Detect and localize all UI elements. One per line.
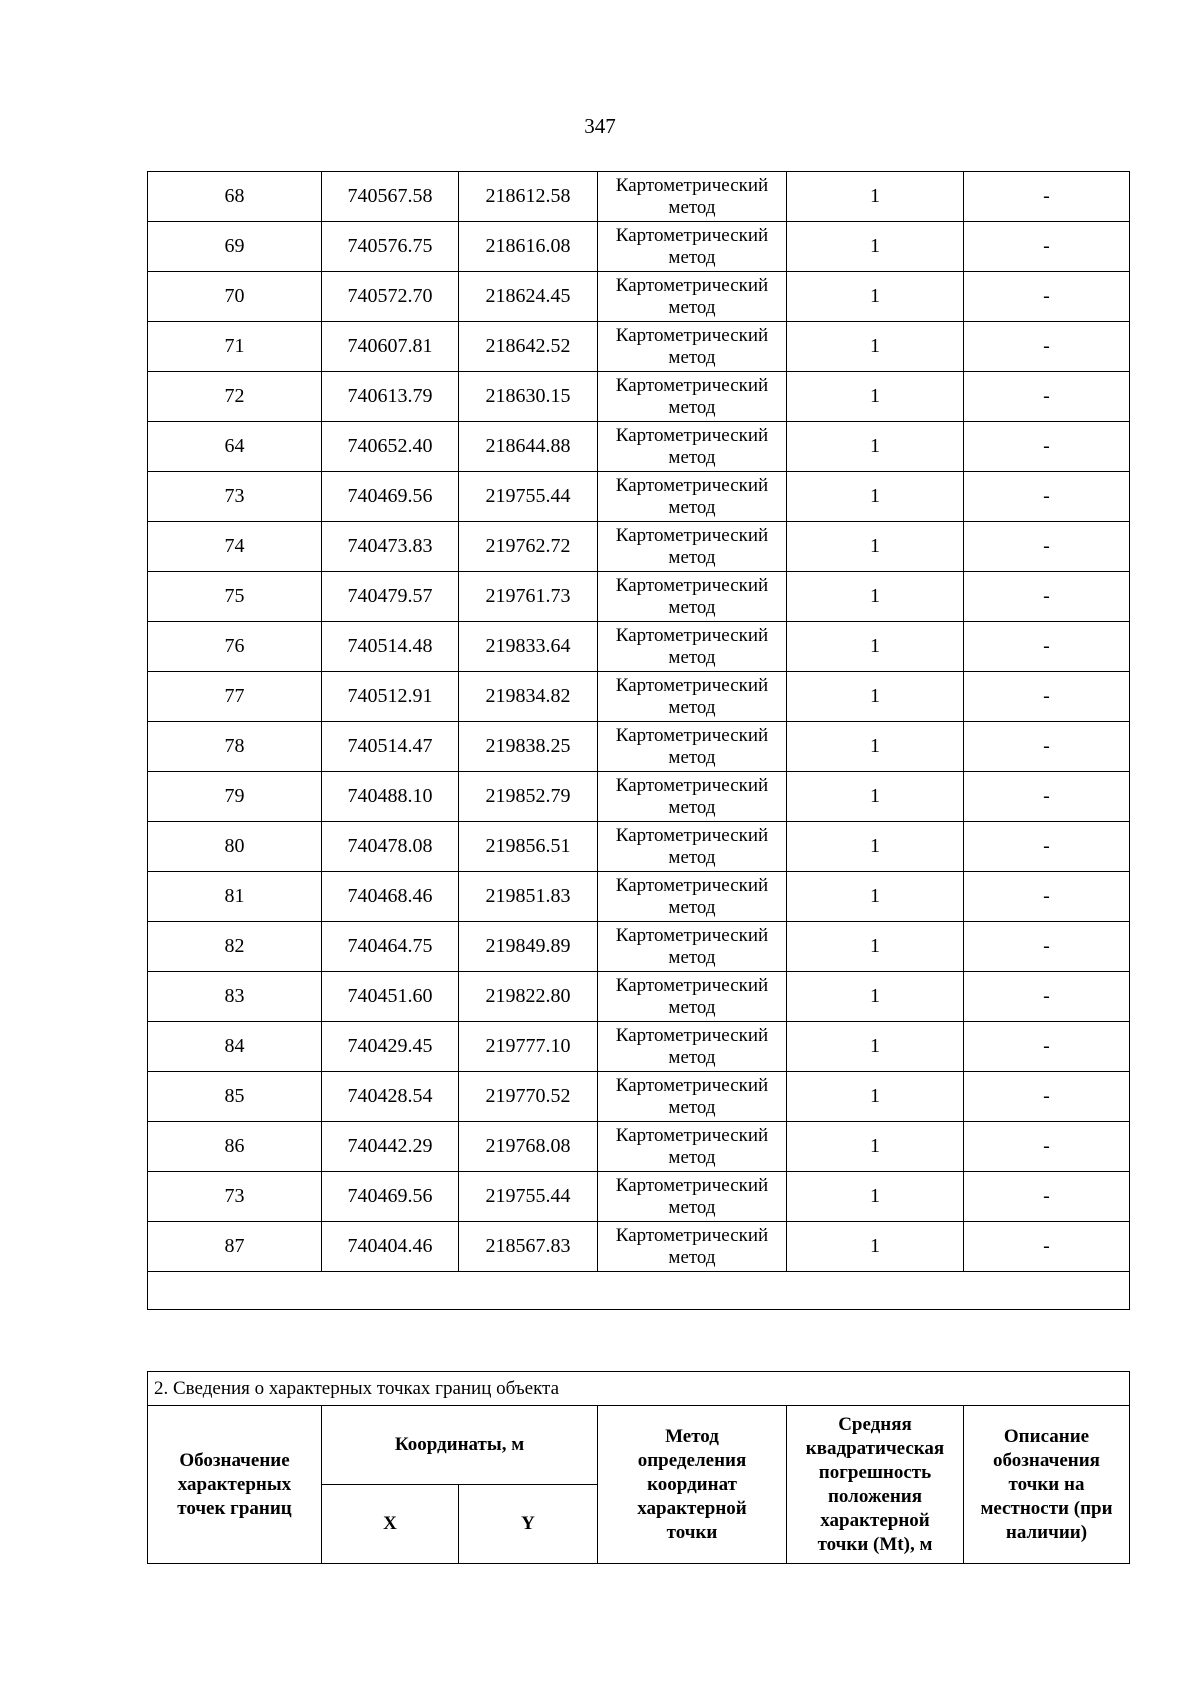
header-description-line: точки на [1008, 1473, 1085, 1495]
header-description-line: обозначения [993, 1449, 1100, 1471]
accuracy-cell: 1 [787, 922, 964, 972]
method-line: метод [668, 696, 716, 718]
table-row [148, 1172, 1130, 1222]
x-coordinate-cell: 740478.08 [322, 822, 459, 872]
point-id-cell: 87 [148, 1222, 322, 1272]
accuracy-cell: 1 [787, 772, 964, 822]
method-line: метод [668, 646, 716, 668]
x-coordinate-cell: 740464.75 [322, 922, 459, 972]
table-row [148, 772, 1130, 822]
x-coordinate-cell: 740488.10 [322, 772, 459, 822]
method-line: Картометрический [615, 724, 769, 746]
y-coordinate-cell: 218612.58 [459, 172, 598, 222]
method-line: метод [668, 496, 716, 518]
description-cell: - [964, 1022, 1130, 1072]
method-line: Картометрический [615, 424, 769, 446]
table-row [148, 822, 1130, 872]
accuracy-cell: 1 [787, 1172, 964, 1222]
header-description-line: наличии) [1005, 1521, 1088, 1543]
header-designation [148, 1406, 322, 1564]
method-cell [598, 322, 787, 372]
point-id-cell: 82 [148, 922, 322, 972]
method-cell [598, 1022, 787, 1072]
accuracy-cell: 1 [787, 222, 964, 272]
table-row [148, 972, 1130, 1022]
method-line: Картометрический [615, 1074, 769, 1096]
y-coordinate-cell: 219755.44 [459, 472, 598, 522]
accuracy-cell: 1 [787, 622, 964, 672]
method-line: метод [668, 1196, 716, 1218]
y-coordinate-cell: 218616.08 [459, 222, 598, 272]
header-x: X [322, 1485, 459, 1564]
x-coordinate-cell: 740469.56 [322, 1172, 459, 1222]
method-line: метод [668, 746, 716, 768]
method-line: Картометрический [615, 774, 769, 796]
x-coordinate-cell: 740473.83 [322, 522, 459, 572]
point-id-cell: 73 [148, 1172, 322, 1222]
accuracy-cell: 1 [787, 1022, 964, 1072]
point-id-cell: 76 [148, 622, 322, 672]
description-cell: - [964, 372, 1130, 422]
y-coordinate-cell: 219777.10 [459, 1022, 598, 1072]
x-coordinate-cell: 740429.45 [322, 1022, 459, 1072]
point-id-cell: 77 [148, 672, 322, 722]
table-row [148, 622, 1130, 672]
method-cell [598, 1172, 787, 1222]
description-cell: - [964, 572, 1130, 622]
header-method-line: точки [666, 1521, 718, 1543]
method-line: Картометрический [615, 374, 769, 396]
method-cell [598, 572, 787, 622]
accuracy-cell: 1 [787, 672, 964, 722]
method-line: Картометрический [615, 624, 769, 646]
method-cell [598, 472, 787, 522]
accuracy-cell: 1 [787, 422, 964, 472]
y-coordinate-cell: 219768.08 [459, 1122, 598, 1172]
method-line: Картометрический [615, 524, 769, 546]
method-line: метод [668, 196, 716, 218]
accuracy-cell: 1 [787, 372, 964, 422]
point-id-cell: 78 [148, 722, 322, 772]
description-cell: - [964, 872, 1130, 922]
point-id-cell: 69 [148, 222, 322, 272]
accuracy-cell: 1 [787, 872, 964, 922]
method-line: Картометрический [615, 924, 769, 946]
description-cell: - [964, 422, 1130, 472]
method-cell [598, 522, 787, 572]
x-coordinate-cell: 740404.46 [322, 1222, 459, 1272]
method-cell [598, 222, 787, 272]
method-line: метод [668, 546, 716, 568]
x-coordinate-cell: 740514.47 [322, 722, 459, 772]
accuracy-cell: 1 [787, 172, 964, 222]
method-line: Картометрический [615, 174, 769, 196]
point-id-cell: 83 [148, 972, 322, 1022]
description-cell: - [964, 622, 1130, 672]
x-coordinate-cell: 740442.29 [322, 1122, 459, 1172]
header-accuracy-line: характерной [820, 1509, 930, 1531]
description-cell: - [964, 1172, 1130, 1222]
x-coordinate-cell: 740451.60 [322, 972, 459, 1022]
accuracy-cell: 1 [787, 822, 964, 872]
x-coordinate-cell: 740512.91 [322, 672, 459, 722]
method-line: метод [668, 1146, 716, 1168]
x-coordinate-cell: 740567.58 [322, 172, 459, 222]
header-method-line: определения [637, 1449, 747, 1471]
method-cell [598, 622, 787, 672]
method-line: метод [668, 246, 716, 268]
y-coordinate-cell: 219755.44 [459, 1172, 598, 1222]
table-row [148, 1072, 1130, 1122]
table-row [148, 272, 1130, 322]
table-row [148, 172, 1130, 222]
header-accuracy-line: положения [827, 1485, 923, 1507]
x-coordinate-cell: 740572.70 [322, 272, 459, 322]
header-description-line: Описание [1003, 1425, 1090, 1447]
header-designation-line: Обозначение [179, 1449, 290, 1471]
method-line: метод [668, 596, 716, 618]
description-cell: - [964, 972, 1130, 1022]
accuracy-cell: 1 [787, 1222, 964, 1272]
x-coordinate-cell: 740469.56 [322, 472, 459, 522]
x-coordinate-cell: 740468.46 [322, 872, 459, 922]
header-designation-line: точек границ [177, 1497, 292, 1519]
method-cell [598, 1222, 787, 1272]
method-line: Картометрический [615, 1224, 769, 1246]
description-cell: - [964, 272, 1130, 322]
point-id-cell: 73 [148, 472, 322, 522]
y-coordinate-cell: 219761.73 [459, 572, 598, 622]
header-accuracy-line: погрешность [818, 1461, 932, 1483]
method-cell [598, 922, 787, 972]
accuracy-cell: 1 [787, 972, 964, 1022]
header-method [598, 1406, 787, 1564]
method-line: метод [668, 396, 716, 418]
y-coordinate-cell: 219852.79 [459, 772, 598, 822]
method-line: метод [668, 446, 716, 468]
header-accuracy-line: квадратическая [805, 1437, 945, 1459]
x-coordinate-cell: 740607.81 [322, 322, 459, 372]
method-cell [598, 1072, 787, 1122]
method-cell [598, 722, 787, 772]
table-row [148, 472, 1130, 522]
x-coordinate-cell: 740576.75 [322, 222, 459, 272]
method-cell [598, 822, 787, 872]
point-id-cell: 79 [148, 772, 322, 822]
method-cell [598, 272, 787, 322]
header-y: Y [459, 1485, 598, 1564]
method-line: метод [668, 796, 716, 818]
method-cell [598, 422, 787, 472]
point-id-cell: 81 [148, 872, 322, 922]
method-line: метод [668, 1096, 716, 1118]
table-row [148, 1022, 1130, 1072]
method-line: Картометрический [615, 974, 769, 996]
point-id-cell: 80 [148, 822, 322, 872]
header-description [964, 1406, 1130, 1564]
y-coordinate-cell: 219856.51 [459, 822, 598, 872]
y-coordinate-cell: 219762.72 [459, 522, 598, 572]
method-line: Картометрический [615, 224, 769, 246]
table-row [148, 922, 1130, 972]
method-line: Картометрический [615, 824, 769, 846]
point-id-cell: 72 [148, 372, 322, 422]
header-method-line: Метод [665, 1425, 719, 1447]
empty-cell [148, 1272, 1130, 1310]
point-id-cell: 85 [148, 1072, 322, 1122]
empty-row [148, 1272, 1130, 1310]
y-coordinate-cell: 219834.82 [459, 672, 598, 722]
description-cell: - [964, 772, 1130, 822]
x-coordinate-cell: 740514.48 [322, 622, 459, 672]
table-row [148, 722, 1130, 772]
point-id-cell: 70 [148, 272, 322, 322]
table-row [148, 322, 1130, 372]
section-title: 2. Сведения о характерных точках границ объекта [148, 1372, 1130, 1406]
description-cell: - [964, 172, 1130, 222]
y-coordinate-cell: 218644.88 [459, 422, 598, 472]
page-number: 347 [584, 114, 616, 138]
table-row [148, 422, 1130, 472]
header-designation-line: характерных [177, 1473, 292, 1495]
method-line: Картометрический [615, 874, 769, 896]
y-coordinate-cell: 218624.45 [459, 272, 598, 322]
method-cell [598, 672, 787, 722]
method-line: Картометрический [615, 324, 769, 346]
y-coordinate-cell: 219833.64 [459, 622, 598, 672]
method-line: Картометрический [615, 1124, 769, 1146]
accuracy-cell: 1 [787, 572, 964, 622]
method-line: метод [668, 346, 716, 368]
method-line: метод [668, 296, 716, 318]
table-row [148, 1222, 1130, 1272]
method-line: Картометрический [615, 574, 769, 596]
method-line: метод [668, 946, 716, 968]
accuracy-cell: 1 [787, 522, 964, 572]
y-coordinate-cell: 219822.80 [459, 972, 598, 1022]
table-row [148, 522, 1130, 572]
description-cell: - [964, 1072, 1130, 1122]
description-cell: - [964, 222, 1130, 272]
accuracy-cell: 1 [787, 1122, 964, 1172]
point-id-cell: 74 [148, 522, 322, 572]
table-row [148, 872, 1130, 922]
table-row [148, 672, 1130, 722]
point-id-cell: 71 [148, 322, 322, 372]
y-coordinate-cell: 219849.89 [459, 922, 598, 972]
method-line: метод [668, 1246, 716, 1268]
accuracy-cell: 1 [787, 272, 964, 322]
x-coordinate-cell: 740428.54 [322, 1072, 459, 1122]
accuracy-cell: 1 [787, 472, 964, 522]
description-cell: - [964, 472, 1130, 522]
point-id-cell: 75 [148, 572, 322, 622]
header-description-line: местности (при [980, 1497, 1113, 1519]
description-cell: - [964, 1122, 1130, 1172]
point-id-cell: 68 [148, 172, 322, 222]
point-id-cell: 64 [148, 422, 322, 472]
header-method-line: координат [647, 1473, 737, 1495]
y-coordinate-cell: 218567.83 [459, 1222, 598, 1272]
table-row [148, 1122, 1130, 1172]
header-coordinates: Координаты, м [322, 1406, 598, 1485]
header-accuracy-line: Средняя [838, 1413, 912, 1435]
method-line: метод [668, 846, 716, 868]
section2-header-table [147, 1371, 1130, 1564]
method-line: метод [668, 996, 716, 1018]
x-coordinate-cell: 740652.40 [322, 422, 459, 472]
method-line: Картометрический [615, 674, 769, 696]
description-cell: - [964, 322, 1130, 372]
method-line: Картометрический [615, 1174, 769, 1196]
method-line: Картометрический [615, 274, 769, 296]
table-row [148, 572, 1130, 622]
method-cell [598, 772, 787, 822]
header-method-line: характерной [637, 1497, 747, 1519]
description-cell: - [964, 522, 1130, 572]
method-cell [598, 172, 787, 222]
x-coordinate-cell: 740479.57 [322, 572, 459, 622]
description-cell: - [964, 672, 1130, 722]
y-coordinate-cell: 219851.83 [459, 872, 598, 922]
y-coordinate-cell: 218642.52 [459, 322, 598, 372]
description-cell: - [964, 922, 1130, 972]
point-id-cell: 84 [148, 1022, 322, 1072]
x-coordinate-cell: 740613.79 [322, 372, 459, 422]
method-cell [598, 1122, 787, 1172]
accuracy-cell: 1 [787, 722, 964, 772]
method-line: метод [668, 896, 716, 918]
header-accuracy [787, 1406, 964, 1564]
y-coordinate-cell: 219838.25 [459, 722, 598, 772]
description-cell: - [964, 822, 1130, 872]
method-cell [598, 372, 787, 422]
accuracy-cell: 1 [787, 1072, 964, 1122]
table-row [148, 222, 1130, 272]
point-id-cell: 86 [148, 1122, 322, 1172]
method-line: метод [668, 1046, 716, 1068]
y-coordinate-cell: 218630.15 [459, 372, 598, 422]
table-row [148, 372, 1130, 422]
description-cell: - [964, 722, 1130, 772]
description-cell: - [964, 1222, 1130, 1272]
method-cell [598, 872, 787, 922]
method-line: Картометрический [615, 474, 769, 496]
method-line: Картометрический [615, 1024, 769, 1046]
accuracy-cell: 1 [787, 322, 964, 372]
y-coordinate-cell: 219770.52 [459, 1072, 598, 1122]
header-accuracy-line: точки (Mt), м [817, 1533, 933, 1555]
method-cell [598, 972, 787, 1022]
coordinates-table [147, 171, 1130, 1310]
